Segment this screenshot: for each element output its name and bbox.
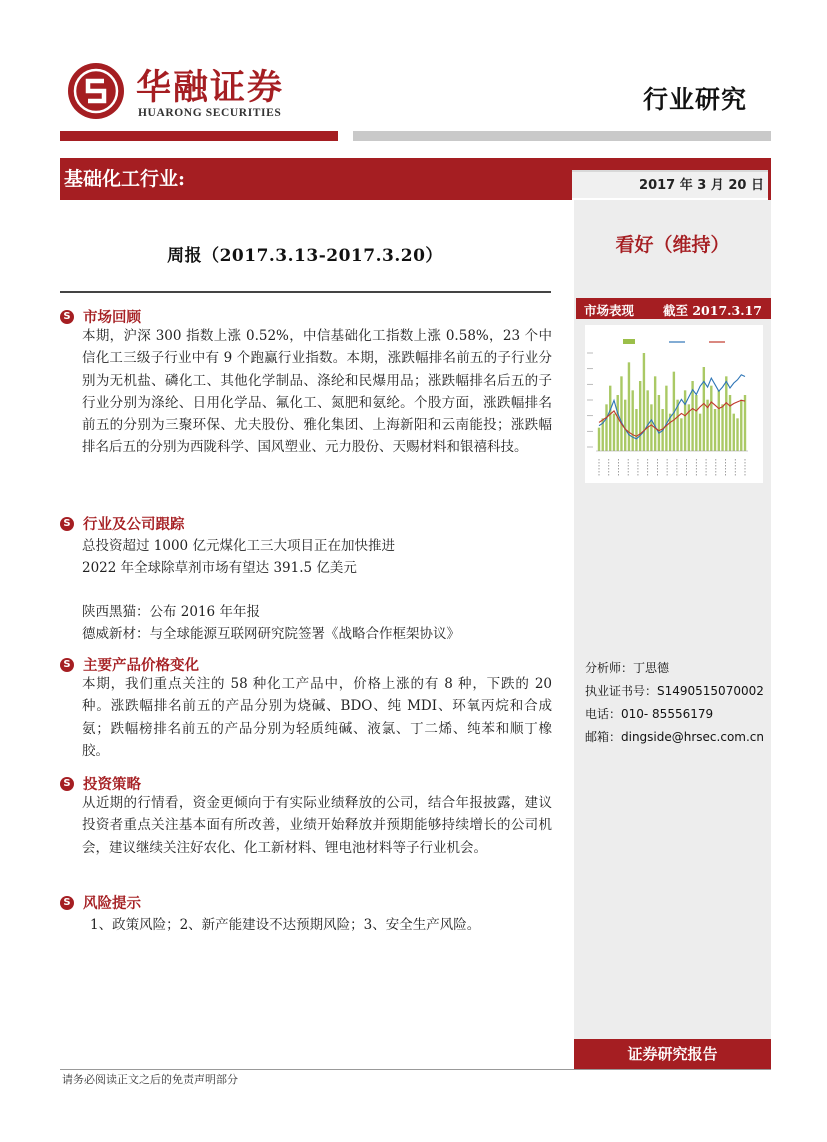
chart-bar [718,390,720,451]
section-bullet-icon: S [60,517,74,531]
report-category: 证券研究报告 [627,1045,718,1063]
section-market-review [60,306,141,327]
chart-bar [699,414,701,451]
section-product-prices [60,654,199,675]
header-bar-red [60,131,338,141]
chart-bar [654,376,656,451]
section-title: 主要产品价格变化 [83,657,199,674]
chart-bar [665,386,667,451]
document-title: 周报（2017.3.13-2017.3.20） [167,246,443,266]
section-industry-tracking [60,513,185,534]
chart-bar [710,386,712,451]
company-news-item: 德威新材：与全球能源互联网研究院签署《战略合作框架协议》 [82,626,460,642]
chart-bar [714,409,716,451]
industry-news-item: 总投资超过 1000 亿元煤化工三大项目正在加快推进 [82,538,395,554]
industry-name: 基础化工行业: [64,168,186,190]
section-title: 行业及公司跟踪 [83,516,185,533]
chart-bar [609,386,611,451]
chart-bar [736,418,738,451]
chart-bar [744,395,746,451]
market-chart-svg [585,325,763,483]
footer-divider [60,1069,771,1070]
market-performance-date: 截至 2017.3.17 [663,303,762,318]
disclaimer: 请务必阅读正文之后的免责声明部分 [62,1073,238,1086]
section-bullet-icon: S [60,896,74,910]
chart-bar [658,395,660,451]
chart-bar [733,414,735,451]
company-logo [68,63,124,119]
risk-warning-text: 1、政策风险；2、新产能建设不达预期风险；3、安全生产风险。 [90,917,481,933]
company-name-cn: 华融证券 [136,68,285,108]
chart-bar [643,353,645,451]
chart-bar [684,390,686,451]
section-bullet-icon: S [60,777,74,791]
chart-bar [650,404,652,451]
chart-bar [617,395,619,451]
report-date: 2017 年 3 月 20 日 [639,178,764,193]
chart-bar [631,390,633,451]
chart-bar [646,390,648,451]
section-risk-warning [60,892,141,913]
chart-bar [605,404,607,451]
logo-emblem-icon [68,63,124,119]
section-bullet-icon: S [60,658,74,672]
analyst-license: 执业证书号：S1490515070002 [585,684,764,698]
title-divider [60,291,551,293]
chart-bar [624,400,626,451]
chart-bar [703,367,705,451]
analyst-name: 分析师：丁思德 [585,661,670,675]
market-chart [585,325,763,483]
product-prices-text: 本期，我们重点关注的 58 种化工产品中，价格上涨的有 8 种，下跌的 20 种。涨跌幅排名前五的产品分别为烧碱、BDO、纯 MDI、环氧丙烷和合成氨；跌幅榜排名前五的产品分别为轻质纯碱、液氯、丁二烯、纯苯和顺丁橡胶。 [82,676,552,759]
chart-bar [598,428,600,451]
legend-swatch-volume [623,339,635,344]
investment-strategy-text: 从近期的行情看，资金更倾向于有实际业绩释放的公司，结合年报披露，建议投资者重点关注基本面有所改善，业绩开始释放并预期能够持续增长的公司机会，建议继续关注好农化、化工新材料、锂电池材料等子行业机会。 [82,795,552,856]
section-title: 风险提示 [83,895,141,912]
company-name-en: HUARONG SECURITIES [138,107,282,119]
company-news-item: 陕西黑猫：公布 2016 年年报 [82,604,260,620]
market-performance-label: 市场表现 [584,303,635,318]
chart-bar [639,381,641,451]
chart-bar [729,395,731,451]
chart-bar [628,362,630,451]
chart-bar [721,404,723,451]
section-bullet-icon: S [60,310,74,324]
chart-bar [620,376,622,451]
analyst-phone: 电话：010- 85556179 [585,707,714,721]
chart-bar [613,414,615,451]
section-title: 市场回顾 [83,309,141,326]
header-bar-gray [353,131,771,141]
market-review-text: 本期，沪深 300 指数上涨 0.52%，中信基础化工指数上涨 0.58%，23 个中信化工三级子行业中有 9 个跑赢行业指数。本期，涨跌幅排名前五的子行业分别为无机盐、磷化工、其他化学制品、涤纶和民爆用品；涨跌幅排名后五的子行业分别为涤纶、日用化学品、氟化工、氮肥和氨纶。个股方面，涨跌幅排名前五的分别为三聚环保、尤夫股份、雅化集团、上海新阳和云南能投；涨跌幅排名后五的分别为西陇科学、国风塑业、元力股份、天赐材料和银禧科技。 [82,328,552,456]
chart-bar [725,376,727,451]
chart-bar [695,395,697,451]
analyst-email: 邮箱：dingside@hrsec.com.cn [585,730,764,744]
chart-bar [740,400,742,451]
chart-bar [680,418,682,451]
chart-bar [635,409,637,451]
industry-news-item: 2022 年全球除草剂市场有望达 391.5 亿美元 [82,560,357,576]
section-investment-strategy [60,773,141,794]
section-title: 投资策略 [83,776,141,793]
report-type: 行业研究 [642,85,747,114]
rating: 看好（维持） [615,234,730,256]
